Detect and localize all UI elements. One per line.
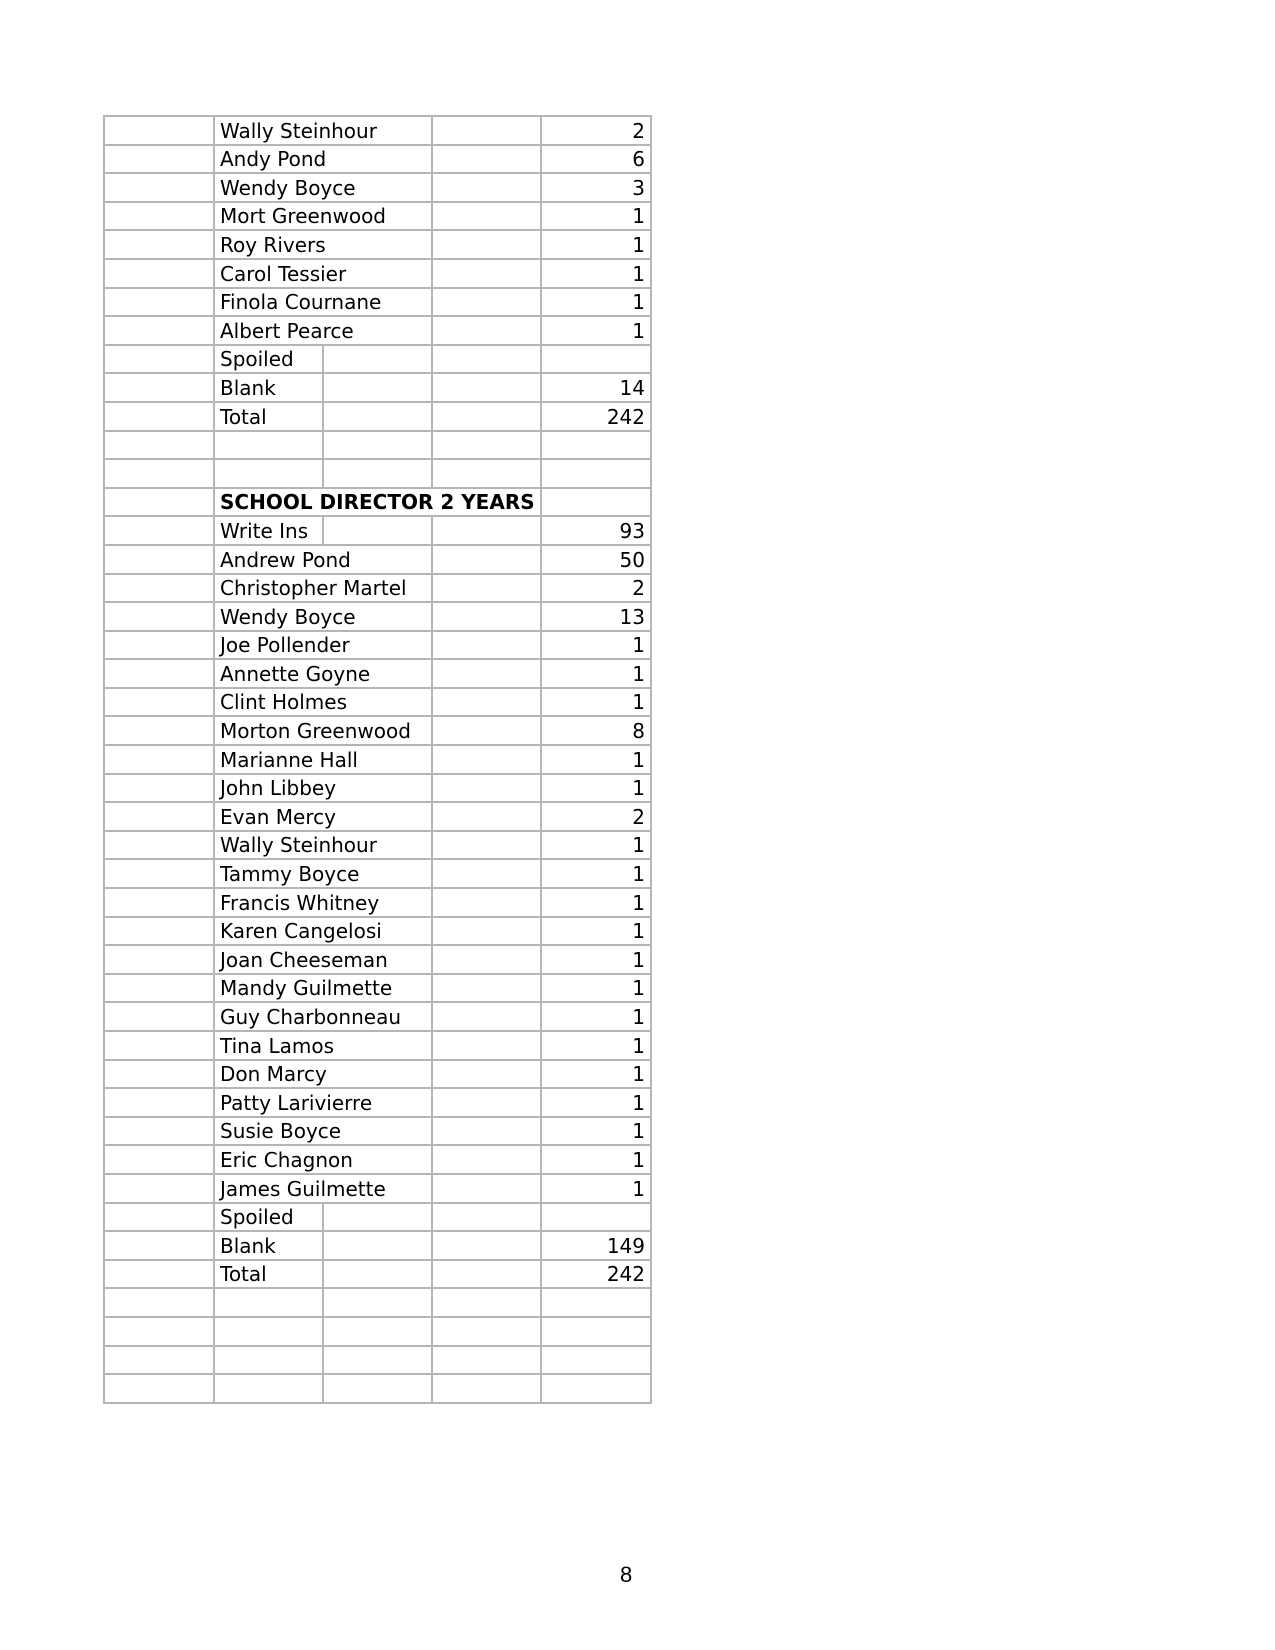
empty-cell — [104, 574, 214, 603]
vote-tally-table — [103, 115, 652, 1404]
empty-cell — [432, 516, 541, 545]
candidate-row — [104, 259, 651, 288]
empty-cell — [214, 1374, 323, 1403]
empty-cell — [432, 602, 541, 631]
empty-cell — [104, 716, 214, 745]
candidate-name: Annette Goyne — [214, 659, 432, 688]
vote-count: 1 — [541, 631, 651, 660]
empty-cell — [432, 917, 541, 946]
vote-count: 1 — [541, 1117, 651, 1146]
candidate-name: Marianne Hall — [214, 745, 432, 774]
vote-count: 1 — [541, 288, 651, 317]
empty-cell — [541, 1317, 651, 1346]
empty-cell — [214, 459, 323, 488]
candidate-name: Don Marcy — [214, 1060, 432, 1089]
write_ins-count: 93 — [541, 516, 651, 545]
empty-cell — [104, 602, 214, 631]
blank-row — [104, 373, 651, 402]
empty-cell — [432, 1317, 541, 1346]
empty-cell — [432, 1288, 541, 1317]
empty-cell — [432, 859, 541, 888]
vote-count: 1 — [541, 316, 651, 345]
empty-cell — [104, 459, 214, 488]
candidate-name: Wally Steinhour — [214, 831, 432, 860]
empty-cell — [432, 802, 541, 831]
empty-cell — [104, 431, 214, 460]
empty-cell — [323, 1374, 432, 1403]
empty-cell — [432, 373, 541, 402]
empty-cell — [104, 373, 214, 402]
candidate-name: Wendy Boyce — [214, 173, 432, 202]
empty-cell — [432, 1346, 541, 1375]
section-title: SCHOOL DIRECTOR 2 YEARS — [214, 488, 541, 517]
candidate-name: John Libbey — [214, 774, 432, 803]
candidate-name: Andy Pond — [214, 145, 432, 174]
empty-cell — [214, 1346, 323, 1375]
empty-cell — [104, 917, 214, 946]
blank-count: 149 — [541, 1231, 651, 1260]
empty-cell — [432, 774, 541, 803]
candidate-row — [104, 917, 651, 946]
candidate-name: Mort Greenwood — [214, 202, 432, 231]
candidate-name: Susie Boyce — [214, 1117, 432, 1146]
candidate-row — [104, 230, 651, 259]
vote-count: 13 — [541, 602, 651, 631]
vote-count: 1 — [541, 1002, 651, 1031]
empty-cell — [104, 230, 214, 259]
empty-cell — [323, 1288, 432, 1317]
empty-cell — [432, 402, 541, 431]
empty-cell — [432, 145, 541, 174]
candidate-row — [104, 974, 651, 1003]
candidate-row — [104, 1174, 651, 1203]
empty-cell — [104, 1260, 214, 1289]
candidate-row — [104, 1145, 651, 1174]
candidate-name: Karen Cangelosi — [214, 917, 432, 946]
empty-cell — [432, 230, 541, 259]
spoiled-row — [104, 345, 651, 374]
empty-cell — [104, 173, 214, 202]
empty-cell — [104, 945, 214, 974]
vote-count: 1 — [541, 659, 651, 688]
candidate-row — [104, 288, 651, 317]
empty-cell — [432, 288, 541, 317]
empty-row — [104, 1317, 651, 1346]
empty-cell — [214, 431, 323, 460]
empty-cell — [432, 173, 541, 202]
empty-cell — [323, 1317, 432, 1346]
vote-count: 6 — [541, 145, 651, 174]
empty-cell — [104, 202, 214, 231]
empty-cell — [104, 1317, 214, 1346]
candidate-row — [104, 173, 651, 202]
vote-count: 1 — [541, 774, 651, 803]
empty-cell — [104, 802, 214, 831]
empty-cell — [323, 431, 432, 460]
empty-cell — [214, 1288, 323, 1317]
candidate-name: Roy Rivers — [214, 230, 432, 259]
empty-cell — [323, 516, 432, 545]
empty-cell — [323, 402, 432, 431]
empty-cell — [432, 574, 541, 603]
empty-cell — [432, 974, 541, 1003]
vote-count: 1 — [541, 974, 651, 1003]
write_ins-row — [104, 516, 651, 545]
candidate-name: Evan Mercy — [214, 802, 432, 831]
empty-cell — [541, 1346, 651, 1375]
empty-cell — [104, 1288, 214, 1317]
empty-cell — [104, 316, 214, 345]
candidate-row — [104, 774, 651, 803]
empty-cell — [104, 1117, 214, 1146]
spoiled-label: Spoiled — [214, 1203, 323, 1232]
candidate-row — [104, 145, 651, 174]
empty-cell — [432, 716, 541, 745]
empty-cell — [104, 888, 214, 917]
empty-cell — [432, 259, 541, 288]
candidate-name: Eric Chagnon — [214, 1145, 432, 1174]
empty-cell — [432, 659, 541, 688]
vote-count: 1 — [541, 888, 651, 917]
empty-cell — [104, 1002, 214, 1031]
empty-cell — [104, 774, 214, 803]
candidate-name: Wendy Boyce — [214, 602, 432, 631]
empty-cell — [432, 1374, 541, 1403]
empty-row — [104, 1288, 651, 1317]
candidate-name: Morton Greenwood — [214, 716, 432, 745]
empty-cell — [104, 1374, 214, 1403]
empty-cell — [432, 116, 541, 145]
vote-count: 1 — [541, 1088, 651, 1117]
candidate-row — [104, 802, 651, 831]
spoiled-row — [104, 1203, 651, 1232]
candidate-name: Tina Lamos — [214, 1031, 432, 1060]
candidate-row — [104, 745, 651, 774]
empty-cell — [104, 831, 214, 860]
candidate-row — [104, 859, 651, 888]
total-label: Total — [214, 1260, 323, 1289]
empty-cell — [323, 1260, 432, 1289]
candidate-row — [104, 688, 651, 717]
vote-count: 1 — [541, 1031, 651, 1060]
candidate-name: Carol Tessier — [214, 259, 432, 288]
empty-cell — [432, 631, 541, 660]
empty-cell — [432, 459, 541, 488]
empty-cell — [541, 1374, 651, 1403]
empty-cell — [104, 1060, 214, 1089]
vote-count: 1 — [541, 202, 651, 231]
vote-count: 8 — [541, 716, 651, 745]
vote-count: 1 — [541, 1174, 651, 1203]
empty-cell — [432, 316, 541, 345]
empty-cell — [432, 688, 541, 717]
empty-row — [104, 1374, 651, 1403]
candidate-row — [104, 1031, 651, 1060]
write_ins-label: Write Ins — [214, 516, 323, 545]
candidate-name: Tammy Boyce — [214, 859, 432, 888]
candidate-row — [104, 574, 651, 603]
candidate-name: Mandy Guilmette — [214, 974, 432, 1003]
empty-cell — [432, 745, 541, 774]
empty-cell — [432, 431, 541, 460]
vote-count: 1 — [541, 745, 651, 774]
blank-row — [104, 1231, 651, 1260]
empty-cell — [104, 545, 214, 574]
candidate-name: Patty Larivierre — [214, 1088, 432, 1117]
vote-count: 1 — [541, 831, 651, 860]
empty-cell — [323, 373, 432, 402]
candidate-row — [104, 116, 651, 145]
spoiled-label: Spoiled — [214, 345, 323, 374]
vote-count: 3 — [541, 173, 651, 202]
total-label: Total — [214, 402, 323, 431]
empty-cell — [323, 1203, 432, 1232]
empty-cell — [432, 1031, 541, 1060]
empty-cell — [432, 1260, 541, 1289]
empty-cell — [104, 488, 214, 517]
section-header-row — [104, 488, 651, 517]
vote-count: 1 — [541, 945, 651, 974]
candidate-row — [104, 1117, 651, 1146]
empty-cell — [104, 1031, 214, 1060]
candidate-name: Andrew Pond — [214, 545, 432, 574]
vote-count: 1 — [541, 1145, 651, 1174]
vote-count: 2 — [541, 116, 651, 145]
spoiled-count — [541, 345, 651, 374]
empty-cell — [104, 259, 214, 288]
empty-cell — [104, 345, 214, 374]
total-count: 242 — [541, 402, 651, 431]
empty-cell — [104, 1174, 214, 1203]
total-row — [104, 1260, 651, 1289]
vote-count: 2 — [541, 574, 651, 603]
candidate-name: James Guilmette — [214, 1174, 432, 1203]
empty-cell — [323, 1231, 432, 1260]
vote-count: 1 — [541, 917, 651, 946]
empty-cell — [323, 459, 432, 488]
candidate-row — [104, 831, 651, 860]
empty-cell — [104, 859, 214, 888]
empty-cell — [432, 1174, 541, 1203]
empty-cell — [432, 345, 541, 374]
empty-cell — [432, 1145, 541, 1174]
vote-count: 2 — [541, 802, 651, 831]
empty-cell — [104, 516, 214, 545]
empty-cell — [432, 1203, 541, 1232]
empty-cell — [432, 1231, 541, 1260]
candidate-row — [104, 316, 651, 345]
empty-row — [104, 459, 651, 488]
vote-tally-body — [104, 116, 651, 1403]
candidate-name: Wally Steinhour — [214, 116, 432, 145]
empty-cell — [541, 431, 651, 460]
blank-count: 14 — [541, 373, 651, 402]
empty-cell — [432, 1088, 541, 1117]
empty-cell — [104, 1203, 214, 1232]
candidate-row — [104, 545, 651, 574]
vote-count: 1 — [541, 859, 651, 888]
empty-cell — [432, 545, 541, 574]
empty-cell — [541, 1288, 651, 1317]
candidate-name: Guy Charbonneau — [214, 1002, 432, 1031]
candidate-name: Clint Holmes — [214, 688, 432, 717]
candidate-name: Christopher Martel — [214, 574, 432, 603]
empty-row — [104, 1346, 651, 1375]
empty-cell — [432, 1060, 541, 1089]
empty-cell — [432, 888, 541, 917]
empty-cell — [323, 345, 432, 374]
empty-cell — [432, 831, 541, 860]
blank-label: Blank — [214, 1231, 323, 1260]
candidate-row — [104, 888, 651, 917]
vote-count: 1 — [541, 1060, 651, 1089]
vote-count: 1 — [541, 688, 651, 717]
candidate-row — [104, 716, 651, 745]
empty-cell — [104, 688, 214, 717]
candidate-name: Albert Pearce — [214, 316, 432, 345]
total-count: 242 — [541, 1260, 651, 1289]
page-number: 8 — [620, 1562, 633, 1587]
empty-cell — [104, 974, 214, 1003]
candidate-name: Francis Whitney — [214, 888, 432, 917]
candidate-row — [104, 602, 651, 631]
empty-cell — [432, 945, 541, 974]
empty-cell — [104, 145, 214, 174]
empty-cell — [541, 459, 651, 488]
empty-cell — [432, 1002, 541, 1031]
empty-cell — [104, 745, 214, 774]
candidate-name: Joan Cheeseman — [214, 945, 432, 974]
empty-cell — [104, 402, 214, 431]
empty-cell — [104, 116, 214, 145]
candidate-name: Joe Pollender — [214, 631, 432, 660]
empty-cell — [104, 659, 214, 688]
empty-cell — [104, 1231, 214, 1260]
vote-count: 1 — [541, 230, 651, 259]
candidate-row — [104, 1060, 651, 1089]
total-row — [104, 402, 651, 431]
empty-cell — [432, 202, 541, 231]
candidate-row — [104, 631, 651, 660]
empty-cell — [214, 1317, 323, 1346]
empty-cell — [432, 1117, 541, 1146]
candidate-row — [104, 659, 651, 688]
candidate-row — [104, 1002, 651, 1031]
vote-count: 50 — [541, 545, 651, 574]
candidate-row — [104, 202, 651, 231]
empty-cell — [104, 1346, 214, 1375]
empty-cell — [104, 288, 214, 317]
candidate-row — [104, 945, 651, 974]
vote-count: 1 — [541, 259, 651, 288]
empty-cell — [541, 488, 651, 517]
blank-label: Blank — [214, 373, 323, 402]
empty-cell — [323, 1346, 432, 1375]
empty-cell — [104, 1088, 214, 1117]
empty-row — [104, 431, 651, 460]
candidate-row — [104, 1088, 651, 1117]
empty-cell — [104, 1145, 214, 1174]
empty-cell — [104, 631, 214, 660]
spoiled-count — [541, 1203, 651, 1232]
candidate-name: Finola Cournane — [214, 288, 432, 317]
